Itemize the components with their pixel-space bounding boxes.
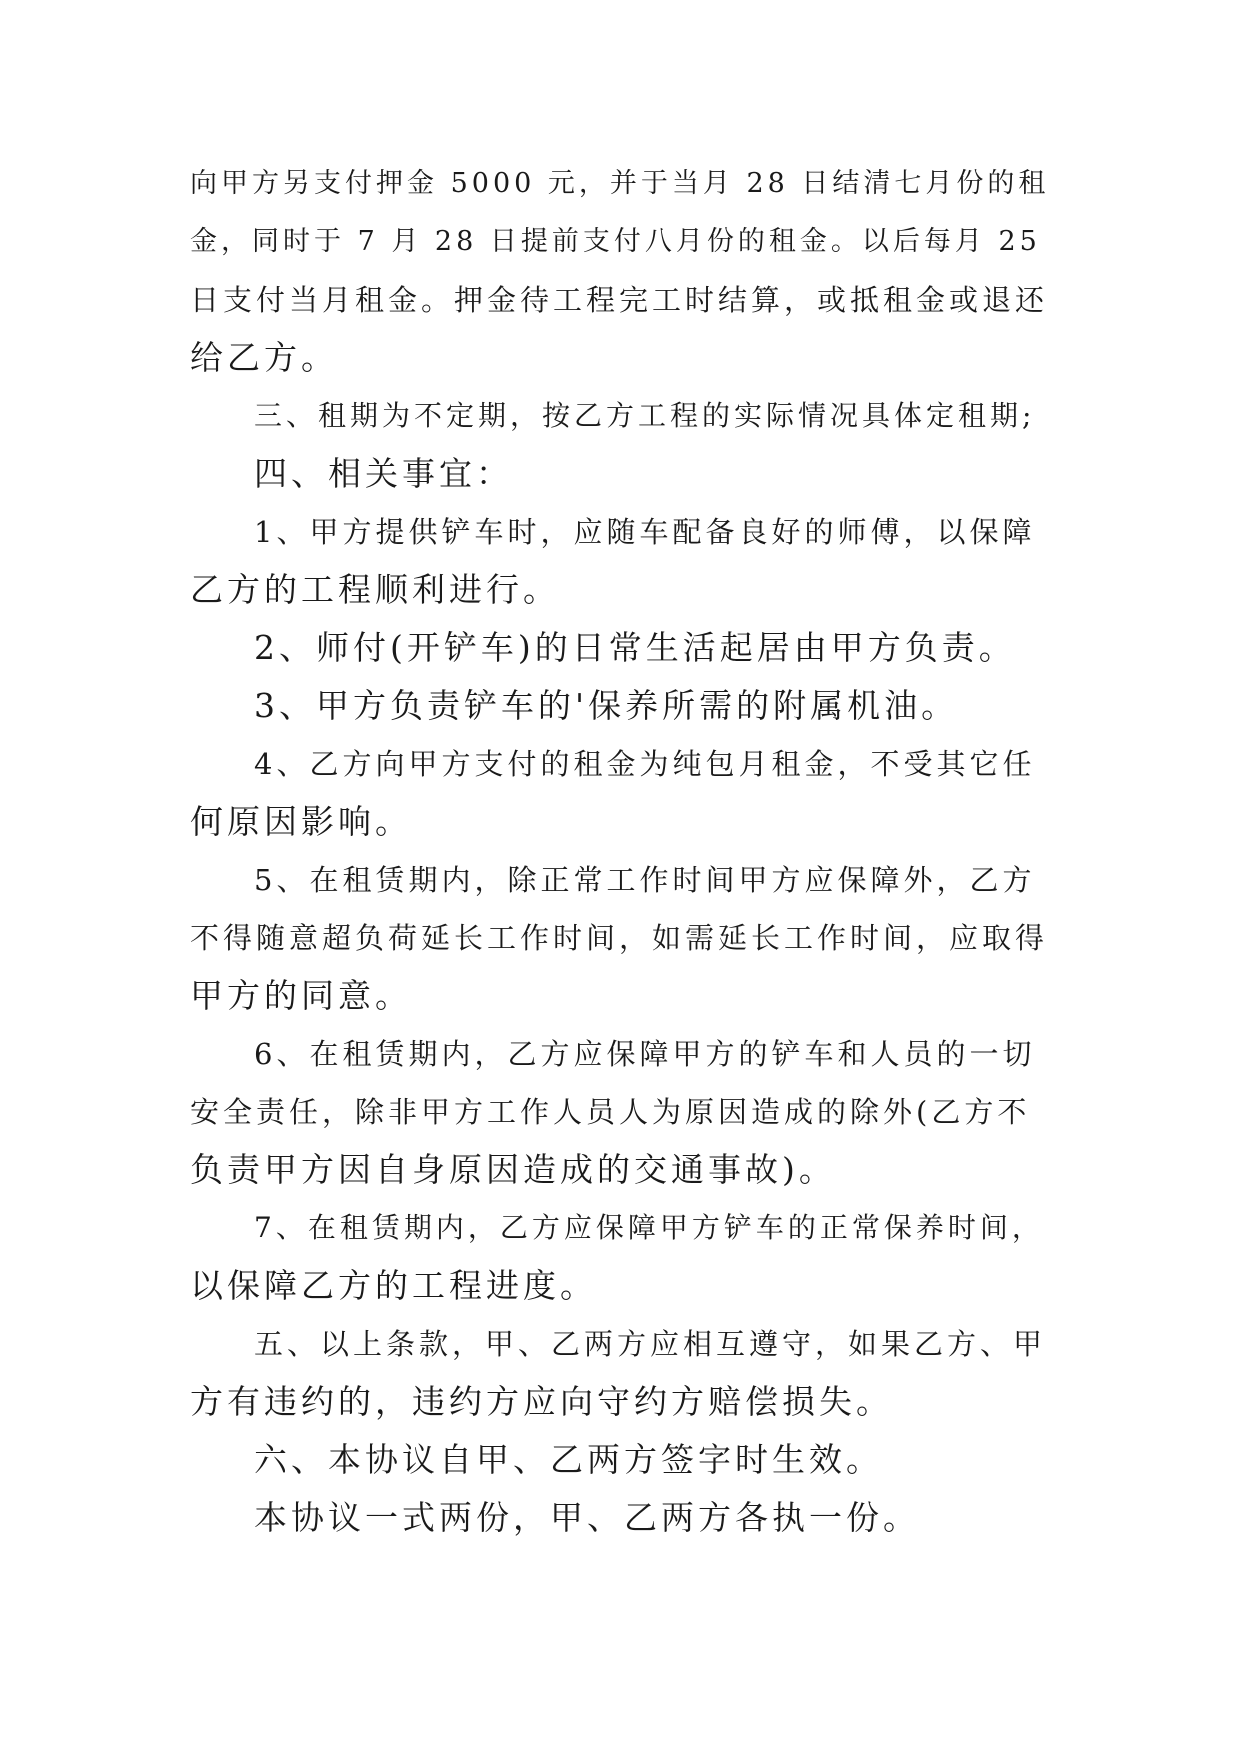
- text-line: 六、本协议自甲、乙两方签字时生效。: [254, 1440, 883, 1479]
- text-line: 何原因影响。: [190, 802, 412, 841]
- text-line: 4、乙方向甲方支付的租金为纯包月租金，不受其它任: [254, 747, 1036, 781]
- text-line: 本协议一式两份，甲、乙两方各执一份。: [254, 1498, 920, 1537]
- text-line: 5、在租赁期内，除正常工作时间甲方应保障外，乙方: [254, 863, 1036, 897]
- text-line: 日支付当月租金。押金待工程完工时结算，或抵租金或退还: [190, 283, 1049, 317]
- text-line: 3、甲方负责铲车的'保养所需的附属机油。: [254, 686, 959, 725]
- text-line: 甲方的同意。: [190, 976, 412, 1015]
- text-line: 以保障乙方的工程进度。: [190, 1266, 597, 1305]
- text-line: 五、以上条款，甲、乙两方应相互遵守，如果乙方、甲: [254, 1327, 1047, 1361]
- text-line: 向甲方另支付押金 5000 元，并于当月 28 日结清七月份的租: [190, 168, 1050, 199]
- text-line: 金，同时于 7 月 28 日提前支付八月份的租金。以后每月 25: [190, 226, 1041, 257]
- text-line: 1、甲方提供铲车时，应随车配备良好的师傅，以保障: [254, 515, 1036, 549]
- text-line: 四、相关事宜：: [254, 454, 513, 493]
- text-line: 2、师付(开铲车)的日常生活起居由甲方负责。: [254, 628, 1016, 667]
- text-line: 方有违约的，违约方应向守约方赔偿损失。: [190, 1382, 893, 1421]
- text-line: 安全责任，除非甲方工作人员人为原因造成的除外(乙方不: [190, 1095, 1031, 1129]
- text-line: 三、租期为不定期，按乙方工程的实际情况具体定租期;: [254, 399, 1036, 432]
- text-line: 负责甲方因自身原因造成的交通事故)。: [190, 1150, 836, 1189]
- text-line: 6、在租赁期内，乙方应保障甲方的铲车和人员的一切: [254, 1037, 1036, 1071]
- text-line: 不得随意超负荷延长工作时间，如需延长工作时间，应取得: [190, 921, 1049, 955]
- text-line: 给乙方。: [190, 338, 338, 377]
- text-line: 7、在租赁期内，乙方应保障甲方铲车的正常保养时间，: [254, 1211, 1044, 1244]
- text-line: 乙方的工程顺利进行。: [190, 570, 560, 609]
